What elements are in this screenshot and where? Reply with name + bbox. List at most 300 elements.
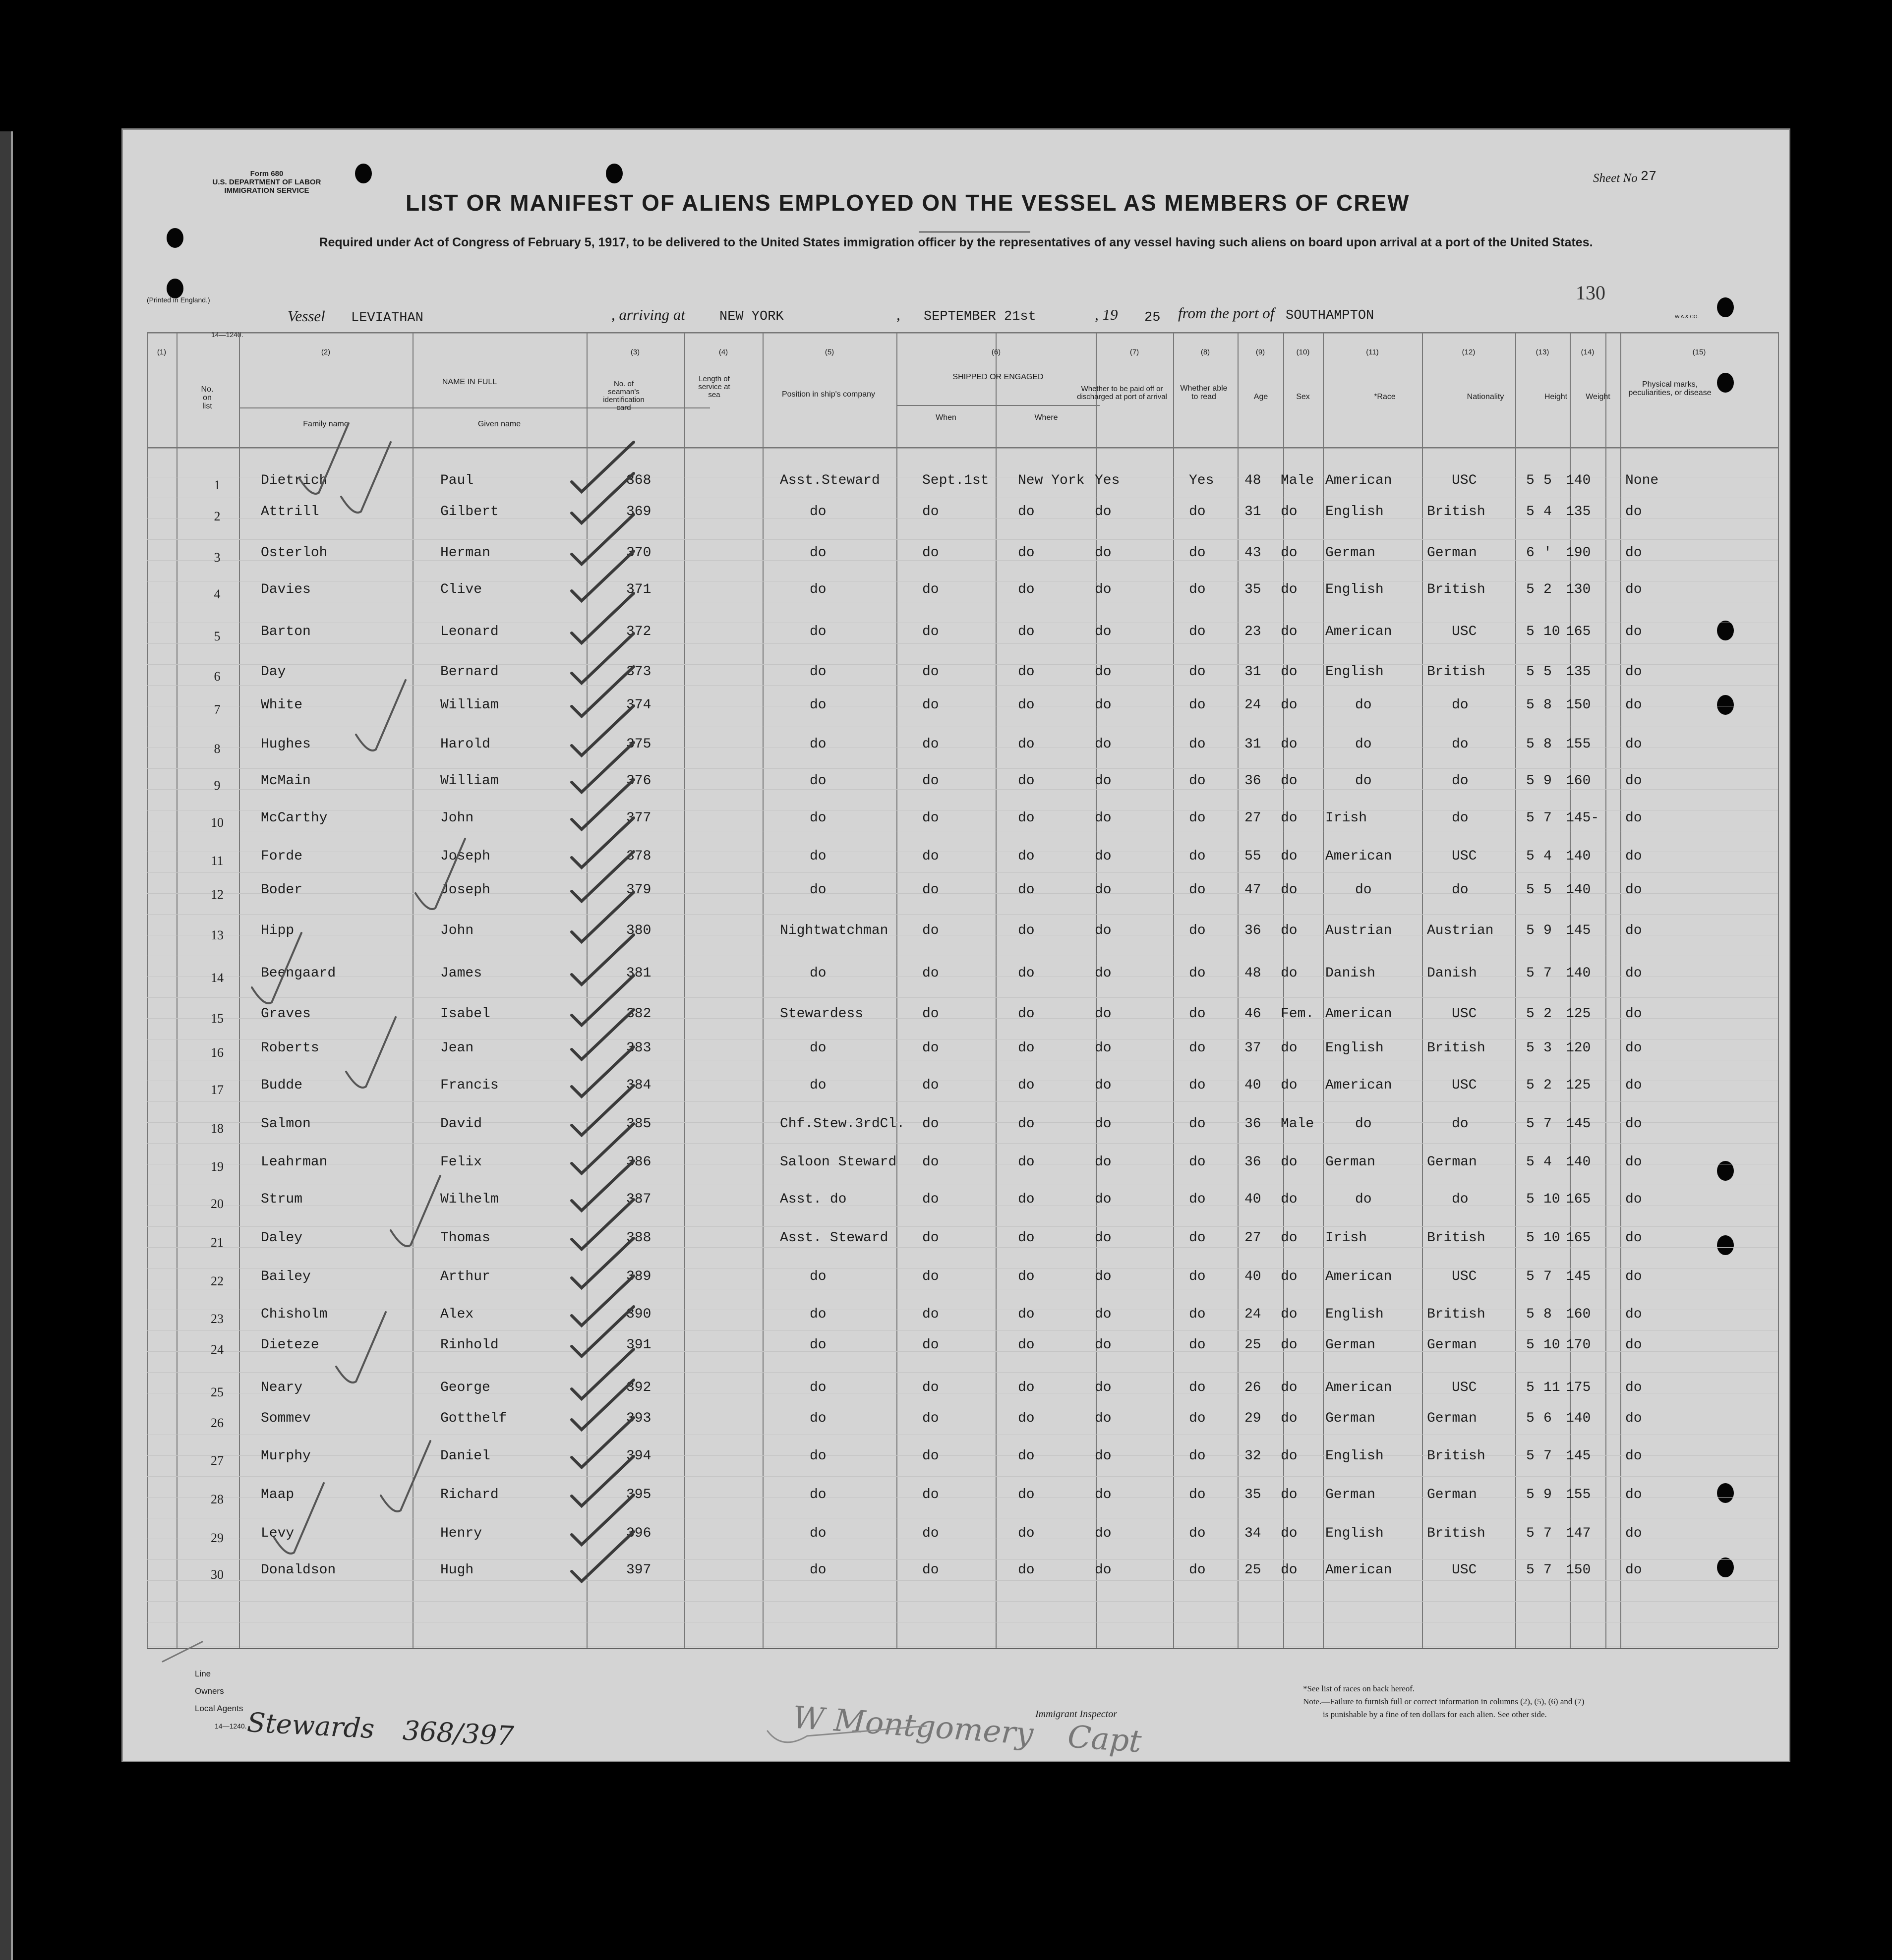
weight-cell: 165	[1566, 1230, 1591, 1246]
header-able-to-read: Whether able to read	[1180, 384, 1228, 401]
shipped-when-cell: do	[922, 1078, 939, 1093]
name-check-mark	[341, 442, 391, 513]
sex-cell: do	[1281, 1448, 1298, 1464]
paid-off-cell: do	[1095, 923, 1112, 938]
race-cell: American	[1325, 1006, 1392, 1022]
shipped-where-cell: do	[1018, 1230, 1035, 1246]
paid-off-cell: do	[1095, 1337, 1112, 1353]
weight-cell: 155	[1566, 1487, 1591, 1502]
height-inches-cell: 2	[1543, 1006, 1552, 1022]
header-height: Height	[1544, 393, 1568, 401]
given-name-cell: Francis	[440, 1078, 499, 1093]
card-check-mark	[572, 551, 634, 601]
shipped-when-cell: do	[922, 1269, 939, 1284]
age-cell: 32	[1244, 1448, 1261, 1464]
paid-off-cell: do	[1095, 1006, 1112, 1022]
column-number: (15)	[1692, 348, 1706, 356]
sex-cell: do	[1281, 1526, 1298, 1541]
family-name-cell: Dieteze	[261, 1337, 319, 1353]
header-age: Age	[1253, 393, 1268, 401]
height-feet-cell: 5	[1526, 1006, 1535, 1022]
adjacent-page-edge	[11, 131, 13, 1960]
shipped-when-cell: do	[922, 1487, 939, 1502]
vessel-name: LEVIATHAN	[351, 311, 423, 326]
name-check-mark	[415, 839, 465, 909]
height-inches-cell: 7	[1543, 1562, 1552, 1578]
position-cell: do	[810, 1526, 827, 1541]
shipped-when-cell: do	[922, 1337, 939, 1353]
card-check-mark	[572, 1380, 634, 1430]
height-inches-cell: 7	[1543, 1269, 1552, 1284]
position-cell: Asst. Steward	[780, 1230, 888, 1246]
race-cell: English	[1325, 504, 1384, 519]
weight-cell: 125	[1566, 1078, 1591, 1093]
race-cell: English	[1325, 582, 1384, 597]
physical-marks-cell: do	[1625, 1380, 1642, 1395]
weight-cell: 140	[1566, 966, 1591, 981]
weight-cell: 160	[1566, 1307, 1591, 1322]
shipped-when-cell: Sept.1st	[922, 473, 989, 488]
header-nationality: Nationality	[1467, 393, 1504, 401]
header-given-name: Given name	[477, 420, 521, 428]
height-feet-cell: 5	[1526, 1154, 1535, 1170]
physical-marks-cell: do	[1625, 1487, 1642, 1502]
family-name-cell: Salmon	[261, 1116, 311, 1132]
age-cell: 35	[1244, 1487, 1261, 1502]
able-to-read-cell: do	[1189, 1116, 1206, 1132]
age-cell: 36	[1244, 923, 1261, 938]
age-cell: 24	[1244, 697, 1261, 713]
nationality-cell: British	[1427, 1448, 1485, 1464]
position-cell: Chf.Stew.3rdCl.	[780, 1116, 905, 1132]
height-feet-cell: 5	[1526, 697, 1535, 713]
physical-marks-cell: do	[1625, 1307, 1642, 1322]
family-name-cell: Forde	[261, 849, 303, 864]
shipped-where-cell: do	[1018, 697, 1035, 713]
height-feet-cell: 6	[1526, 545, 1535, 561]
position-cell: Asst. do	[780, 1192, 847, 1207]
name-check-mark	[356, 680, 406, 750]
height-inches-cell: 3	[1543, 1040, 1552, 1056]
weight-cell: 135	[1566, 664, 1591, 680]
stewards-word: Stewards	[246, 1706, 375, 1745]
height-inches-cell: 8	[1543, 697, 1552, 713]
row-number-cell: 25	[211, 1385, 224, 1399]
race-cell: Irish	[1325, 810, 1367, 826]
age-cell: 46	[1244, 1006, 1261, 1022]
weight-cell: 150	[1566, 697, 1591, 713]
height-inches-cell: 7	[1543, 810, 1552, 826]
arrival-date: SEPTEMBER 21st	[924, 309, 1036, 324]
paid-off-cell: do	[1095, 849, 1112, 864]
name-check-mark	[274, 1483, 324, 1554]
height-feet-cell: 5	[1526, 923, 1535, 938]
paid-off-cell: do	[1095, 1230, 1112, 1246]
position-cell: do	[810, 1078, 827, 1093]
height-feet-cell: 5	[1526, 1078, 1535, 1093]
height-inches-cell: 5	[1543, 473, 1552, 488]
physical-marks-cell: do	[1625, 923, 1642, 938]
race-cell: American	[1325, 1380, 1392, 1395]
race-cell: American	[1325, 473, 1392, 488]
height-inches-cell: 2	[1543, 582, 1552, 597]
height-feet-cell: 5	[1526, 582, 1535, 597]
family-name-cell: Osterloh	[261, 545, 328, 561]
position-cell: do	[810, 1448, 827, 1464]
race-cell: English	[1325, 1526, 1384, 1541]
sheet-number: 27	[1640, 170, 1657, 184]
race-cell: do	[1355, 773, 1372, 789]
paid-off-cell: do	[1095, 1269, 1112, 1284]
height-feet-cell: 5	[1526, 1307, 1535, 1322]
family-name-cell: Daley	[261, 1230, 303, 1246]
paid-off-cell: do	[1095, 1154, 1112, 1170]
height-feet-cell: 5	[1526, 1192, 1535, 1207]
name-check-mark	[299, 423, 349, 494]
height-inches-cell: '	[1543, 545, 1552, 561]
header-when: When	[936, 413, 956, 422]
name-check-mark	[391, 1176, 440, 1246]
row-number-cell: 16	[211, 1045, 224, 1060]
column-number: (6)	[991, 348, 1001, 356]
position-cell: Asst.Steward	[780, 473, 880, 488]
shipped-where-cell: do	[1018, 1411, 1035, 1426]
column-number: (5)	[825, 348, 834, 356]
shipped-where-cell: do	[1018, 1380, 1035, 1395]
shipped-where-cell: do	[1018, 1154, 1035, 1170]
race-cell: English	[1325, 1040, 1384, 1056]
row-number-cell: 15	[211, 1011, 224, 1026]
row-number-cell: 28	[211, 1492, 224, 1506]
card-check-mark	[572, 852, 634, 901]
able-to-read-cell: do	[1189, 1269, 1206, 1284]
shipped-where-cell: do	[1018, 1269, 1035, 1284]
paid-off-cell: do	[1095, 1116, 1112, 1132]
age-cell: 55	[1244, 849, 1261, 864]
row-number-cell: 11	[211, 854, 224, 868]
id-card-cell: 386	[626, 1154, 651, 1170]
physical-marks-cell: do	[1625, 1448, 1642, 1464]
column-number: (3)	[630, 348, 640, 356]
shipped-when-cell: do	[922, 773, 939, 789]
header-family-name: Family name	[303, 420, 349, 428]
family-name-cell: Day	[261, 664, 286, 680]
column-number: (1)	[157, 348, 167, 356]
paid-off-cell: do	[1095, 1562, 1112, 1578]
age-cell: 48	[1244, 473, 1261, 488]
able-to-read-cell: do	[1189, 545, 1206, 561]
sex-cell: do	[1281, 1269, 1298, 1284]
given-name-cell: Hugh	[440, 1562, 474, 1578]
position-cell: do	[810, 1487, 827, 1502]
physical-marks-cell: do	[1625, 1526, 1642, 1541]
sex-cell: Male	[1281, 473, 1314, 488]
height-feet-cell: 5	[1526, 849, 1535, 864]
shipped-where-cell: do	[1018, 737, 1035, 752]
header-position: Position in ship's company	[781, 390, 876, 399]
weight-cell: 140	[1566, 1411, 1591, 1426]
sex-cell: do	[1281, 1562, 1298, 1578]
given-name-cell: George	[440, 1380, 490, 1395]
able-to-read-cell: do	[1189, 923, 1206, 938]
card-check-mark	[572, 780, 634, 829]
height-inches-cell: 10	[1543, 1337, 1560, 1353]
family-name-cell: Sommev	[261, 1411, 311, 1426]
race-cell: American	[1325, 1562, 1392, 1578]
column-number: (11)	[1366, 348, 1379, 356]
height-inches-cell: 7	[1543, 1116, 1552, 1132]
row-number-cell: 23	[211, 1312, 224, 1326]
height-feet-cell: 5	[1526, 966, 1535, 981]
shipped-where-cell: do	[1018, 1006, 1035, 1022]
weight-cell: 140	[1566, 882, 1591, 898]
column-number: (12)	[1462, 348, 1476, 356]
printed-note: (Printed in England.)	[147, 296, 210, 304]
shipped-when-cell: do	[922, 664, 939, 680]
row-number-cell: 24	[211, 1342, 224, 1357]
age-cell: 40	[1244, 1078, 1261, 1093]
manifest-sheet	[123, 130, 1789, 1761]
able-to-read-cell: do	[1189, 1078, 1206, 1093]
race-cell: American	[1325, 624, 1392, 639]
service-name: IMMIGRATION SERVICE	[224, 186, 309, 195]
weight-cell: 145	[1566, 1448, 1591, 1464]
paid-off-cell: do	[1095, 810, 1112, 826]
physical-marks-cell: do	[1625, 1116, 1642, 1132]
shipped-when-cell: do	[922, 882, 939, 898]
given-name-cell: Felix	[440, 1154, 482, 1170]
footer-race-note: *See list of races on back hereof.	[1303, 1684, 1415, 1693]
sex-cell: do	[1281, 1154, 1298, 1170]
physical-marks-cell: do	[1625, 664, 1642, 680]
shipped-when-cell: do	[922, 810, 939, 826]
arriving-label: , arriving at	[611, 306, 685, 323]
physical-marks-cell: do	[1625, 737, 1642, 752]
column-number: (10)	[1296, 348, 1310, 356]
row-number-cell: 21	[211, 1235, 224, 1250]
race-cell: German	[1325, 1487, 1375, 1502]
sex-cell: do	[1281, 966, 1298, 981]
sex-cell: do	[1281, 882, 1298, 898]
weight-cell: 170	[1566, 1337, 1591, 1353]
height-inches-cell: 8	[1543, 737, 1552, 752]
height-inches-cell: 7	[1543, 1526, 1552, 1541]
id-card-cell: 392	[626, 1380, 651, 1395]
shipped-where-cell: do	[1018, 545, 1035, 561]
id-card-cell: 387	[626, 1192, 651, 1207]
paid-off-cell: do	[1095, 966, 1112, 981]
row-number-cell: 13	[211, 928, 224, 942]
race-cell: Danish	[1325, 966, 1375, 981]
shipped-where-cell: do	[1018, 582, 1035, 597]
sex-cell: do	[1281, 582, 1298, 597]
family-name-cell: Murphy	[261, 1448, 311, 1464]
sex-cell: do	[1281, 1040, 1298, 1056]
given-name-cell: Isabel	[440, 1006, 490, 1022]
race-cell: do	[1355, 737, 1372, 752]
nationality-cell: British	[1427, 504, 1485, 519]
race-cell: English	[1325, 1307, 1384, 1322]
height-inches-cell: 5	[1543, 882, 1552, 898]
position-cell: do	[810, 664, 827, 680]
header-race: *Race	[1374, 393, 1396, 401]
race-cell: do	[1355, 882, 1372, 898]
paid-off-cell: do	[1095, 1307, 1112, 1322]
family-name-cell: Donaldson	[261, 1562, 336, 1578]
pencil-check-marks	[123, 130, 1789, 1761]
physical-marks-cell: do	[1625, 1040, 1642, 1056]
card-check-mark	[572, 1276, 634, 1326]
able-to-read-cell: do	[1189, 1448, 1206, 1464]
age-cell: 37	[1244, 1040, 1261, 1056]
age-cell: 47	[1244, 882, 1261, 898]
race-cell: do	[1355, 1192, 1372, 1207]
row-number-cell: 19	[211, 1159, 224, 1174]
row-number-cell: 3	[214, 550, 221, 565]
shipped-where-cell: do	[1018, 504, 1035, 519]
row-number-cell: 8	[214, 742, 221, 756]
position-cell: Nightwatchman	[780, 923, 888, 938]
race-cell: American	[1325, 1269, 1392, 1284]
age-cell: 25	[1244, 1337, 1261, 1353]
nationality-cell: German	[1427, 1154, 1477, 1170]
physical-marks-cell: do	[1625, 849, 1642, 864]
nationality-cell: USC	[1452, 849, 1477, 864]
height-inches-cell: 7	[1543, 1448, 1552, 1464]
position-cell: do	[810, 1562, 827, 1578]
physical-marks-cell: do	[1625, 882, 1642, 898]
height-inches-cell: 10	[1543, 1192, 1560, 1207]
id-card-cell: 397	[626, 1562, 651, 1578]
able-to-read-cell: do	[1189, 810, 1206, 826]
header-where: Where	[1034, 413, 1058, 422]
family-name-cell: Graves	[261, 1006, 311, 1022]
id-card-cell: 396	[626, 1526, 651, 1541]
family-name-cell: Strum	[261, 1192, 303, 1207]
family-name-cell: White	[261, 697, 303, 713]
given-name-cell: Herman	[440, 545, 490, 561]
height-inches-cell: 6	[1543, 1411, 1552, 1426]
nationality-cell: British	[1427, 664, 1485, 680]
shipped-when-cell: do	[922, 923, 939, 938]
paid-off-cell: do	[1095, 504, 1112, 519]
height-inches-cell: 9	[1543, 773, 1552, 789]
shipped-when-cell: do	[922, 697, 939, 713]
given-name-cell: David	[440, 1116, 482, 1132]
age-cell: 23	[1244, 624, 1261, 639]
sex-cell: do	[1281, 697, 1298, 713]
race-cell: German	[1325, 545, 1375, 561]
nationality-cell: German	[1427, 545, 1477, 561]
physical-marks-cell: do	[1625, 1337, 1642, 1353]
weight-cell: 135	[1566, 504, 1591, 519]
sex-cell: do	[1281, 1230, 1298, 1246]
sex-cell: do	[1281, 1307, 1298, 1322]
given-name-cell: Wilhelm	[440, 1192, 499, 1207]
race-cell: American	[1325, 849, 1392, 864]
row-number-cell: 20	[211, 1197, 224, 1211]
position-cell: Stewardess	[780, 1006, 864, 1022]
family-name-cell: Hughes	[261, 737, 311, 752]
paid-off-cell: do	[1095, 1487, 1112, 1502]
height-feet-cell: 5	[1526, 1337, 1535, 1353]
footer-agents-label: Local Agents	[195, 1704, 243, 1713]
given-name-cell: Thomas	[440, 1230, 490, 1246]
race-cell: English	[1325, 1448, 1384, 1464]
weight-cell: 145-	[1566, 810, 1599, 826]
shipped-when-cell: do	[922, 504, 939, 519]
column-number: (7)	[1129, 348, 1139, 356]
family-name-cell: Dietrich	[261, 473, 328, 488]
race-cell: German	[1325, 1411, 1375, 1426]
able-to-read-cell: do	[1189, 1006, 1206, 1022]
shipped-where-cell: do	[1018, 1040, 1035, 1056]
nationality-cell: USC	[1452, 1006, 1477, 1022]
given-name-cell: Jean	[440, 1040, 474, 1056]
signature-title: Capt	[1066, 1718, 1143, 1760]
age-cell: 31	[1244, 504, 1261, 519]
physical-marks-cell: do	[1625, 773, 1642, 789]
weight-cell: 145	[1566, 1116, 1591, 1132]
able-to-read-cell: do	[1189, 582, 1206, 597]
position-cell: do	[810, 1307, 827, 1322]
paid-off-cell: do	[1095, 1411, 1112, 1426]
nationality-cell: USC	[1452, 1078, 1477, 1093]
given-name-cell: James	[440, 966, 482, 981]
paid-off-cell: do	[1095, 624, 1112, 639]
age-cell: 31	[1244, 664, 1261, 680]
able-to-read-cell: do	[1189, 1040, 1206, 1056]
height-feet-cell: 5	[1526, 1487, 1535, 1502]
physical-marks-cell: do	[1625, 545, 1642, 561]
age-cell: 26	[1244, 1380, 1261, 1395]
sex-cell: do	[1281, 1380, 1298, 1395]
sex-cell: do	[1281, 1337, 1298, 1353]
height-feet-cell: 5	[1526, 664, 1535, 680]
nationality-cell: USC	[1452, 473, 1477, 488]
nationality-cell: British	[1427, 1307, 1485, 1322]
arrival-year: 25	[1144, 310, 1161, 325]
height-inches-cell: 11	[1543, 1380, 1560, 1395]
header-no-on-list: No. on list	[201, 385, 214, 410]
card-check-mark	[572, 473, 634, 523]
paid-off-cell: do	[1095, 545, 1112, 561]
id-card-cell: 390	[626, 1307, 651, 1322]
given-name-cell: Joseph	[440, 849, 490, 864]
shipped-when-cell: do	[922, 1380, 939, 1395]
able-to-read-cell: do	[1189, 624, 1206, 639]
id-card-cell: 380	[626, 923, 651, 938]
able-to-read-cell: do	[1189, 1337, 1206, 1353]
weight-cell: 147	[1566, 1526, 1591, 1541]
height-feet-cell: 5	[1526, 1380, 1535, 1395]
nationality-cell: German	[1427, 1487, 1477, 1502]
shipped-where-cell: do	[1018, 773, 1035, 789]
position-cell: do	[810, 1337, 827, 1353]
family-name-cell: Maap	[261, 1487, 295, 1502]
position-cell: do	[810, 1269, 827, 1284]
able-to-read-cell: do	[1189, 697, 1206, 713]
age-cell: 27	[1244, 810, 1261, 826]
race-cell: German	[1325, 1154, 1375, 1170]
height-inches-cell: 9	[1543, 923, 1552, 938]
age-cell: 31	[1244, 737, 1261, 752]
family-name-cell: Attrill	[261, 504, 319, 519]
physical-marks-cell: do	[1625, 1230, 1642, 1246]
height-feet-cell: 5	[1526, 1562, 1535, 1578]
position-cell: do	[810, 1040, 827, 1056]
id-card-cell: 384	[626, 1078, 651, 1093]
